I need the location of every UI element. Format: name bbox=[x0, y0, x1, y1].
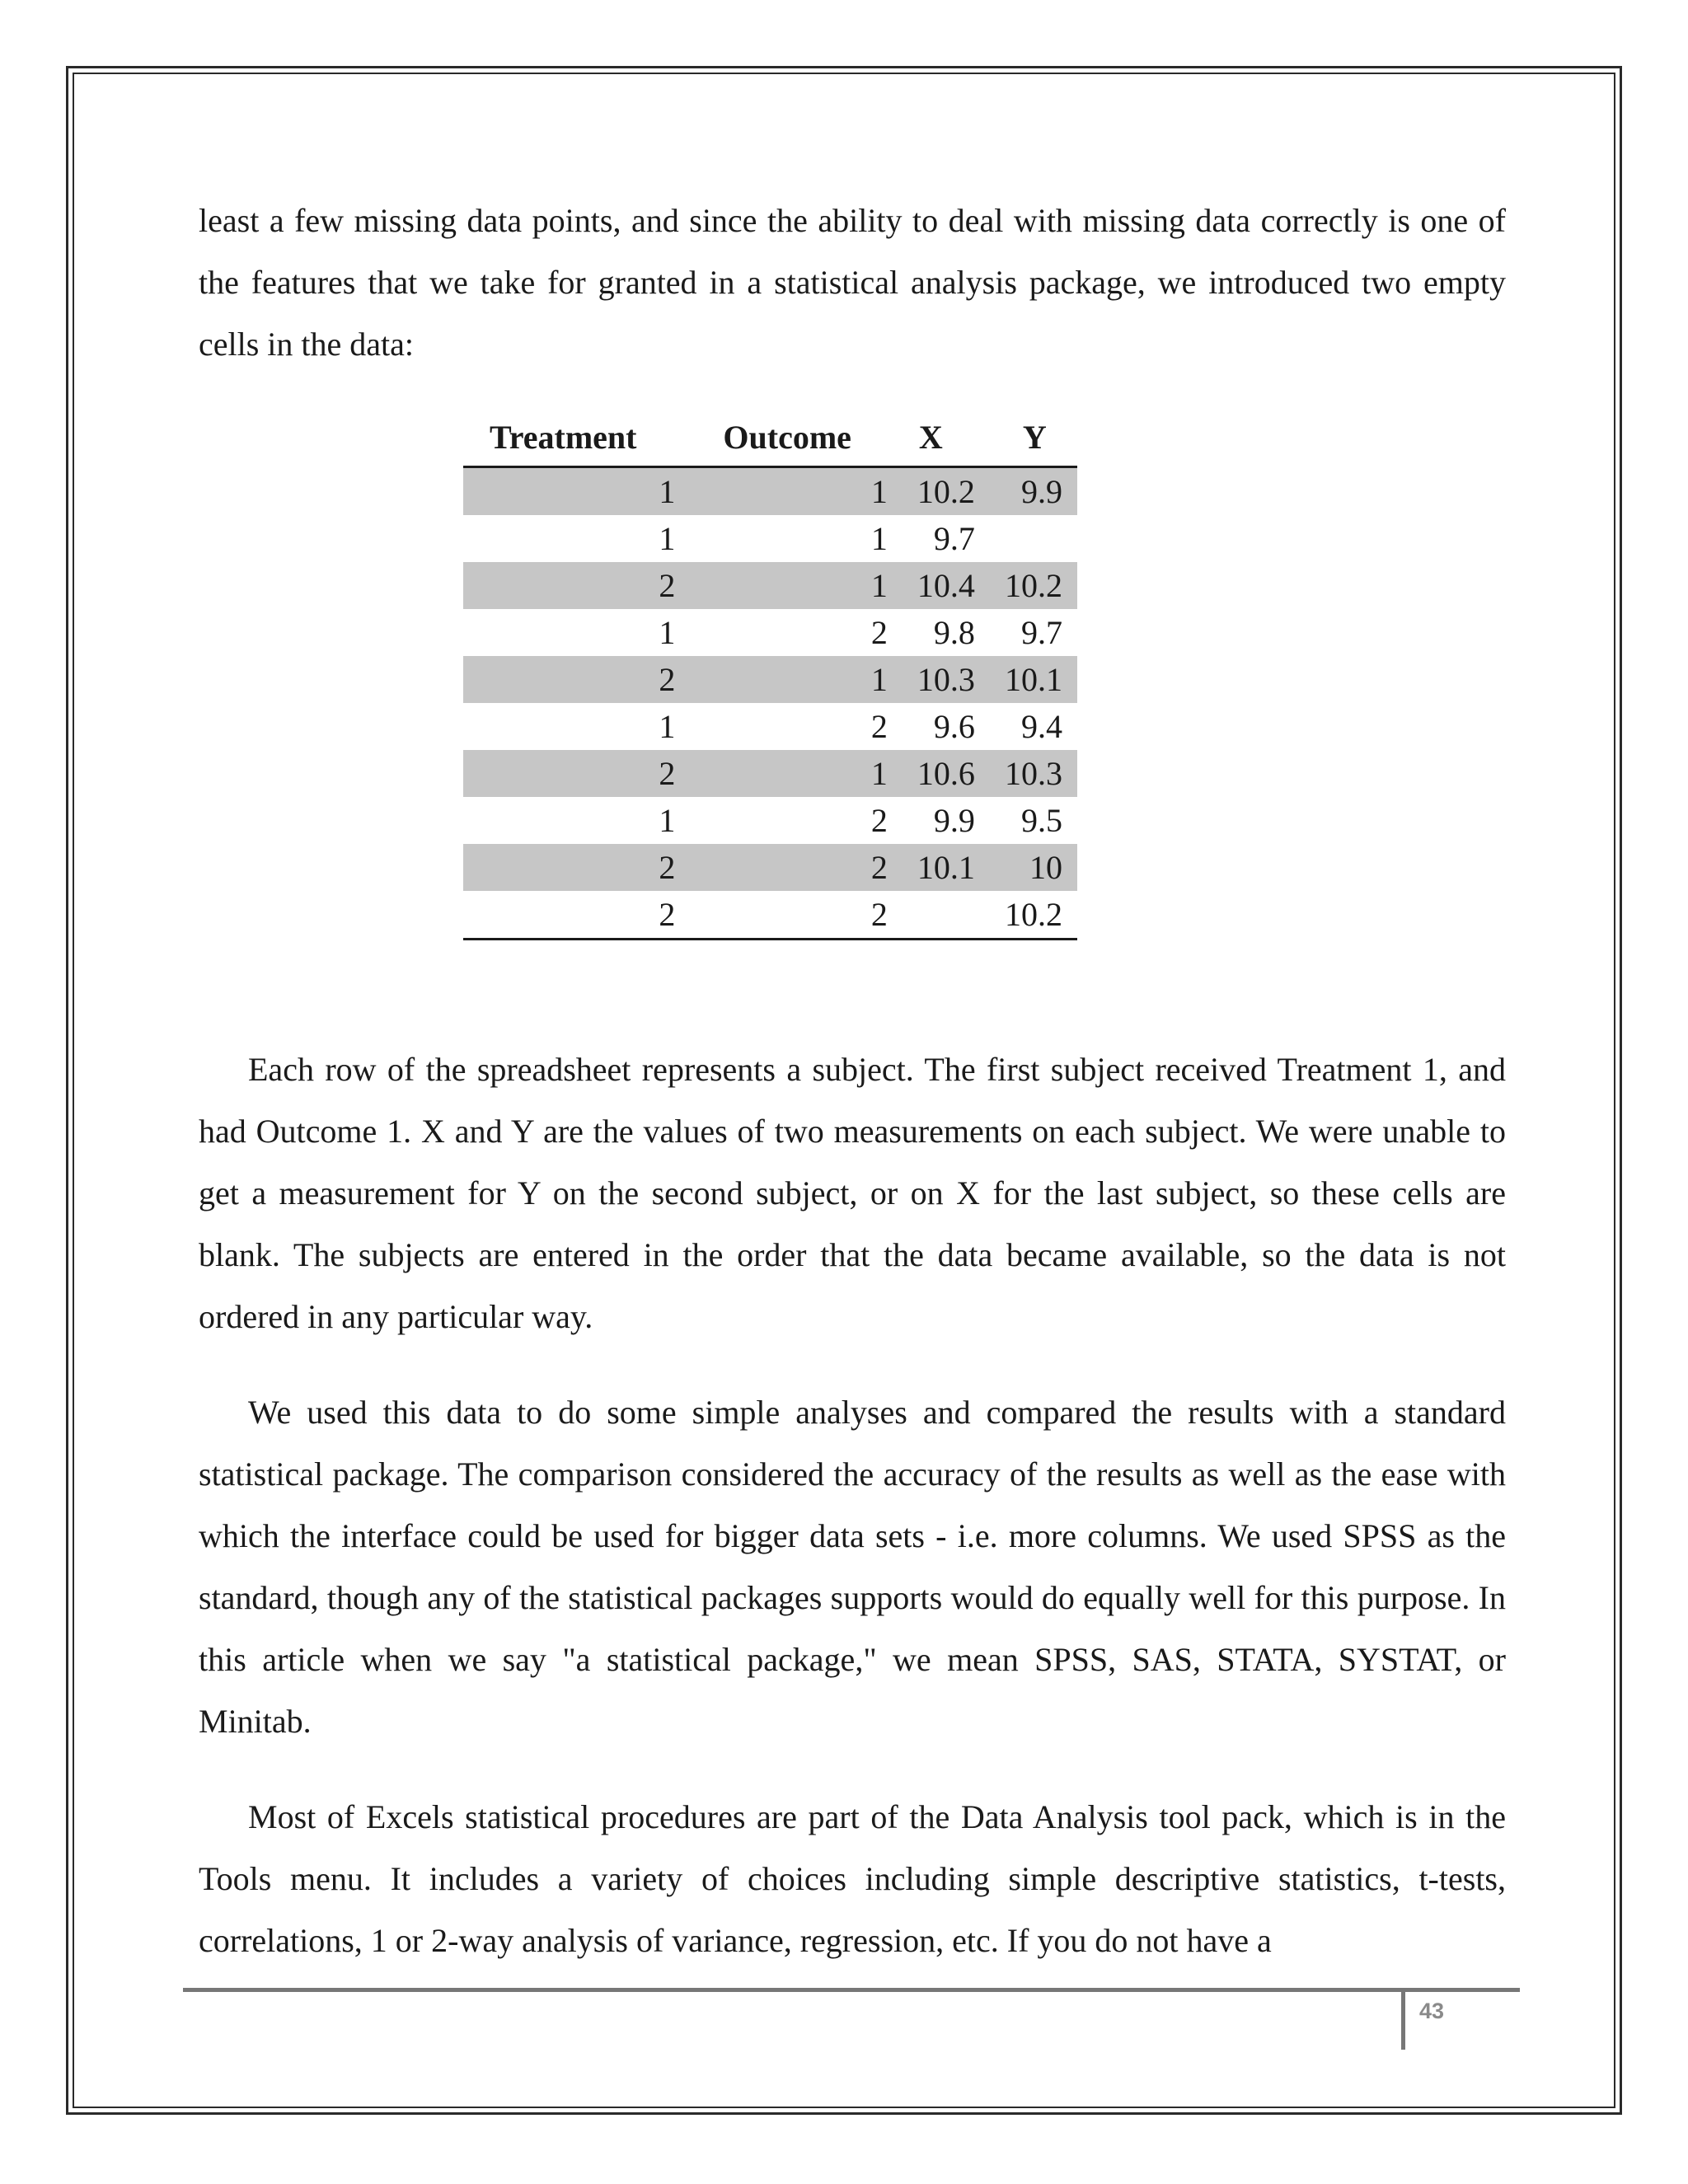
table-row bbox=[463, 703, 1077, 750]
cell-x: 9.9 bbox=[933, 802, 975, 839]
header-treatment: Treatment bbox=[463, 408, 690, 467]
cell-y: 9.7 bbox=[1021, 614, 1062, 651]
cell-outcome: 1 bbox=[690, 750, 902, 797]
header-x: X bbox=[903, 408, 990, 467]
footer-tick bbox=[1401, 1988, 1405, 2050]
cell-outcome: 2 bbox=[690, 891, 902, 940]
cell-outcome: 1 bbox=[690, 656, 902, 703]
paragraph-intro: least a few missing data points, and since the ability to deal with missing data correctly is one of the features that we take for granted in a statistical analysis package, we introduced two empty cells in the data: bbox=[199, 202, 1506, 363]
cell-x: 9.6 bbox=[933, 708, 975, 745]
cell-x: 10.3 bbox=[903, 656, 990, 703]
table-row bbox=[463, 750, 1077, 797]
table-row bbox=[463, 515, 1077, 562]
cell-outcome: 2 bbox=[690, 844, 902, 891]
table-row bbox=[463, 656, 1077, 703]
table-row bbox=[463, 609, 1077, 656]
cell-treatment: 2 bbox=[463, 844, 690, 891]
cell-treatment: 2 bbox=[463, 562, 690, 609]
table-row bbox=[463, 467, 1077, 516]
cell-x: 10.6 bbox=[903, 750, 990, 797]
cell-x: 10.2 bbox=[903, 467, 990, 516]
cell-outcome: 1 bbox=[690, 467, 902, 516]
table-row bbox=[463, 844, 1077, 891]
cell-y: 9.4 bbox=[1021, 708, 1062, 745]
cell-y: 10.2 bbox=[990, 891, 1077, 940]
cell-y: 10.1 bbox=[990, 656, 1077, 703]
cell-outcome: 1 bbox=[870, 520, 888, 557]
cell-treatment: 2 bbox=[463, 750, 690, 797]
header-y: Y bbox=[990, 408, 1077, 467]
cell-treatment: 2 bbox=[463, 656, 690, 703]
cell-x: 9.7 bbox=[933, 520, 975, 557]
cell-x: 10.1 bbox=[903, 844, 990, 891]
cell-treatment: 1 bbox=[659, 614, 676, 651]
cell-outcome: 2 bbox=[870, 802, 888, 839]
paragraph-subjects: Each row of the spreadsheet represents a subject. The first subject received Treatment 1, and had Outcome 1. X and Y are the values of two measurements on each subject. We were unable to get a measurement for Y on the second subject, or on X for the last subject, so these cells are blank. The subjects are entered in the order that the data became available, so the data is not ordered in any particular way. bbox=[199, 1051, 1506, 1335]
cell-outcome: 2 bbox=[870, 614, 888, 651]
data-table bbox=[463, 408, 1077, 940]
page-number: 43 bbox=[1419, 1999, 1445, 2023]
cell-y: 10.2 bbox=[990, 562, 1077, 609]
cell-outcome: 2 bbox=[870, 708, 888, 745]
cell-y: 9.5 bbox=[1021, 802, 1062, 839]
paragraph-toolpack: Most of Excels statistical procedures are part of the Data Analysis tool pack, which is in the Tools menu. It includes a variety of choices including simple descriptive statistics, t-tests, correlations, 1 or 2-way analysis of variance, regression, etc. If you do not have a bbox=[199, 1798, 1506, 1959]
cell-y: 10.3 bbox=[990, 750, 1077, 797]
cell-treatment: 2 bbox=[463, 891, 690, 940]
cell-treatment: 1 bbox=[659, 708, 676, 745]
cell-treatment: 1 bbox=[659, 520, 676, 557]
cell-y bbox=[990, 515, 1077, 562]
table-row bbox=[463, 562, 1077, 609]
table-row bbox=[463, 891, 1077, 940]
cell-treatment: 1 bbox=[659, 802, 676, 839]
cell-y: 9.9 bbox=[990, 467, 1077, 516]
footer-rule bbox=[183, 1988, 1520, 1992]
table-header-row bbox=[463, 408, 1077, 467]
cell-x bbox=[903, 891, 990, 940]
cell-x: 10.4 bbox=[903, 562, 990, 609]
table-body bbox=[463, 467, 1077, 940]
cell-x: 9.8 bbox=[933, 614, 975, 651]
header-outcome: Outcome bbox=[690, 408, 902, 467]
paragraph-analyses: We used this data to do some simple analyses and compared the results with a standard statistical package. The comparison considered the accuracy of the results as well as the ease with which the interface could be used for bigger data sets - i.e. more columns. We used SPSS as the standard, though any of the statistical packages supports would do equally well for this purpose. In this article when we say "a statistical package," we mean SPSS, SAS, STATA, SYSTAT, or Minitab. bbox=[199, 1394, 1506, 1740]
cell-y: 10 bbox=[990, 844, 1077, 891]
cell-treatment: 1 bbox=[463, 467, 690, 516]
table-row bbox=[463, 797, 1077, 844]
cell-outcome: 1 bbox=[690, 562, 902, 609]
